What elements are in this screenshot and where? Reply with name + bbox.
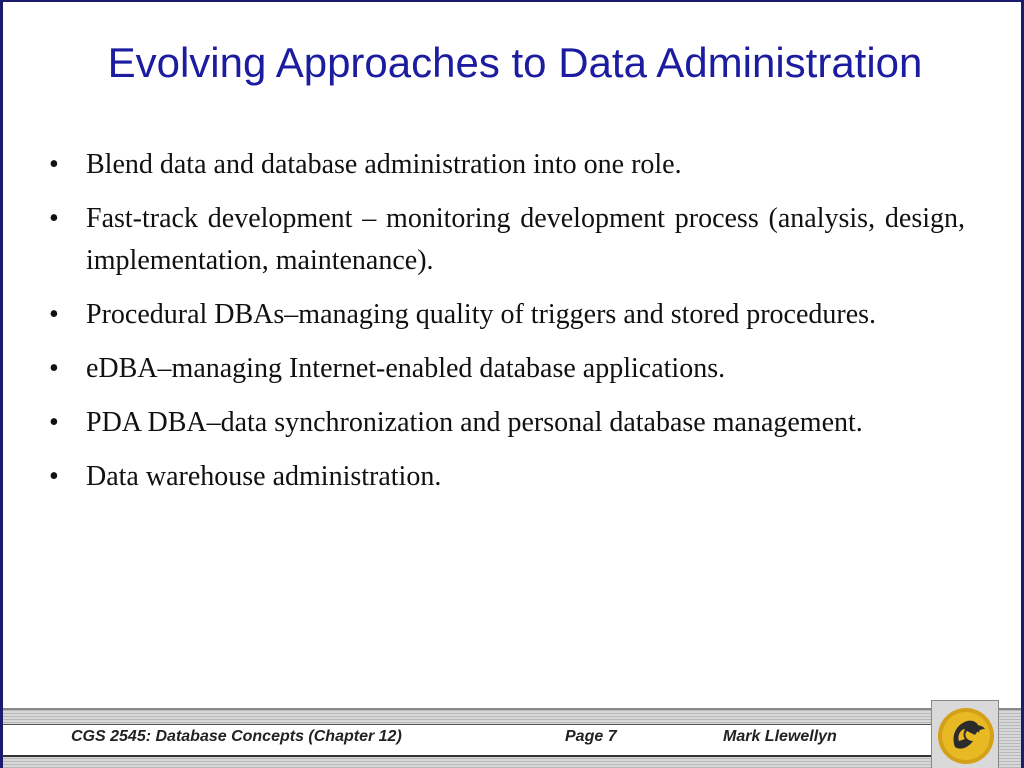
- ucf-pegasus-logo-icon: [937, 707, 995, 765]
- logo-frame: [931, 700, 999, 768]
- bullet-text: Data warehouse administration.: [86, 461, 442, 492]
- bullet-list: [49, 144, 965, 510]
- slide-title: Evolving Approaches to Data Administration: [107, 39, 923, 86]
- bullet-icon: •: [49, 149, 59, 180]
- bullet-icon: •: [49, 461, 59, 492]
- list-item: [49, 456, 965, 498]
- bullet-text: Procedural DBAs–managing quality of triggers and stored procedures.: [86, 299, 877, 330]
- list-item: [49, 294, 965, 336]
- footer-author: Mark Llewellyn: [723, 728, 837, 745]
- bullet-icon: •: [49, 299, 59, 330]
- bullet-icon: •: [49, 407, 59, 438]
- list-item: [49, 348, 965, 390]
- footer-course: CGS 2545: Database Concepts (Chapter 12): [71, 728, 402, 745]
- bullet-text: eDBA–managing Internet-enabled database applications.: [86, 353, 726, 384]
- slide-footer: [3, 700, 1024, 768]
- bullet-text: PDA DBA–data synchronization and personal database management.: [86, 407, 863, 438]
- bullet-text: Blend data and database administration into one role.: [86, 149, 682, 180]
- list-item: [49, 198, 965, 282]
- bullet-text: Fast-track development – monitoring development process (analysis, design, implementation, maintenance).: [86, 203, 965, 276]
- list-item: [49, 144, 965, 186]
- bullet-icon: •: [49, 203, 59, 234]
- list-item: [49, 402, 965, 444]
- footer-page-number: Page 7: [565, 728, 617, 745]
- bullet-icon: •: [49, 353, 59, 384]
